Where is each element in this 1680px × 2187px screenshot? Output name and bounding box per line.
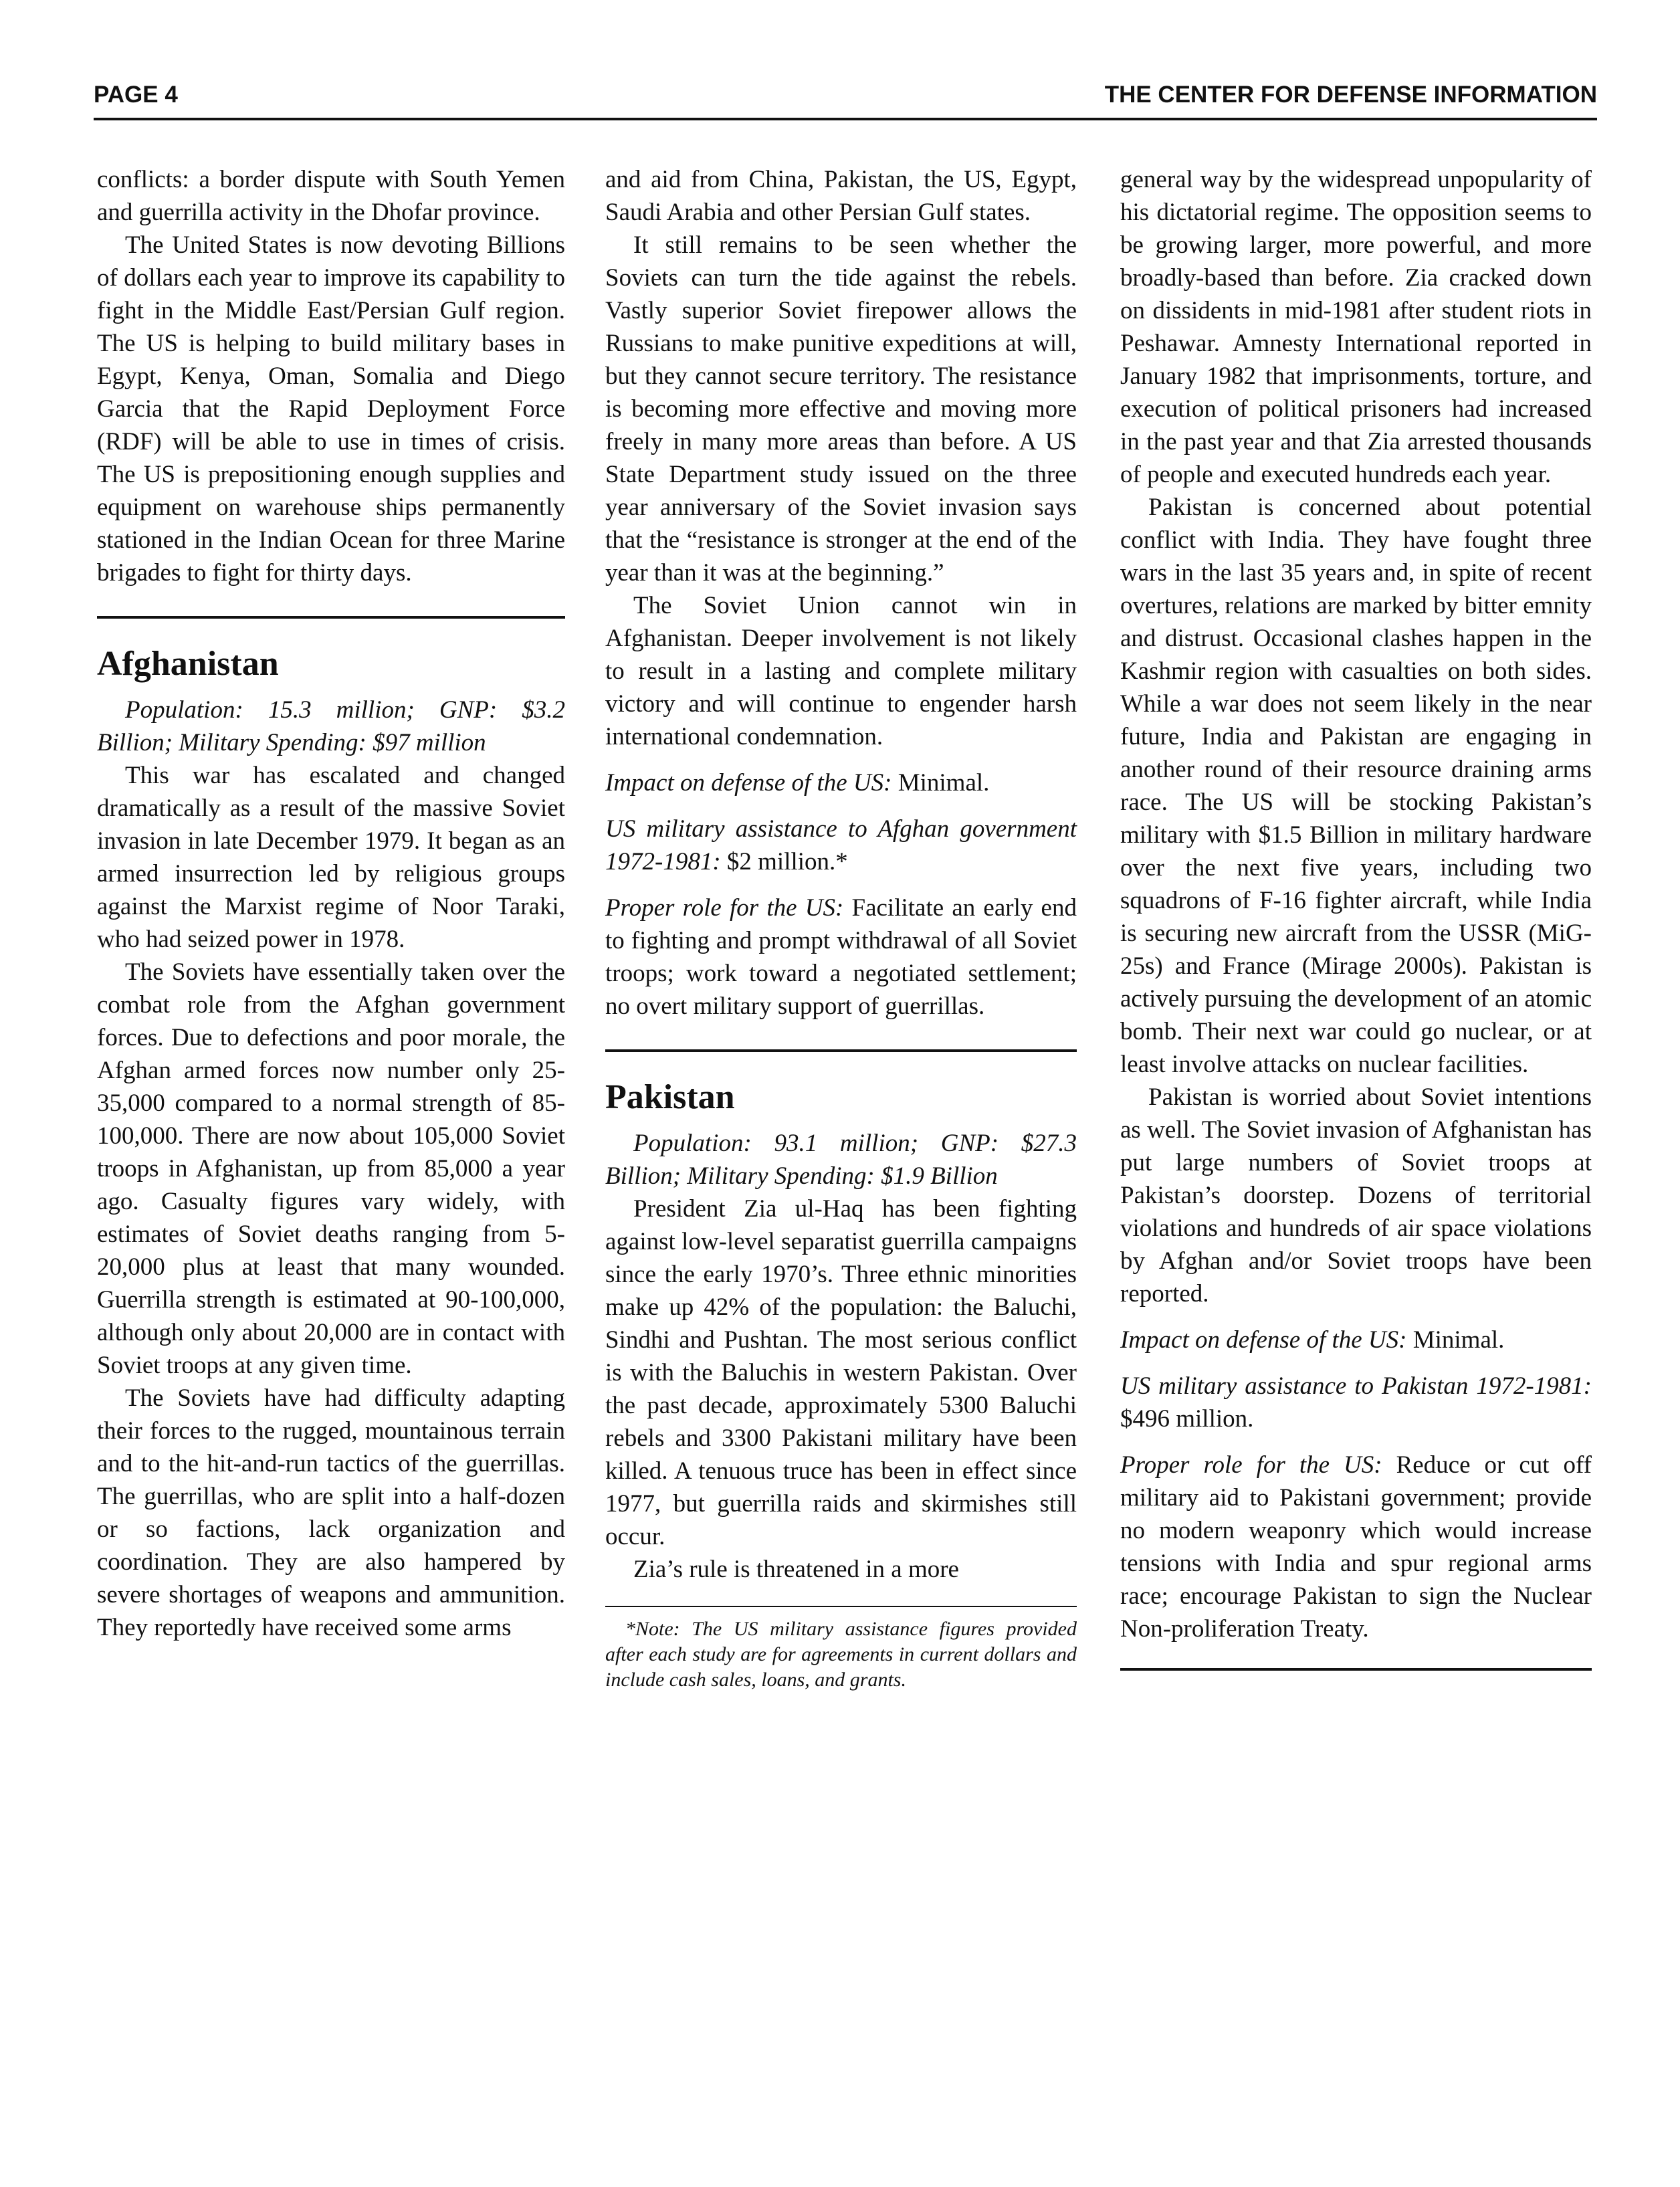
paragraph: Pakistan is concerned about potential conflict with India. They have fought three wars in the last 35 years and, in spite of recent overtures, relations are marked by bitter emnity and distrust. Occasional clashes happen in the Kashmir region with casualties on both sides. While a war does not seem likely in the near future, India and Pakistan are engaging in another round of their resource draining arms race. The US will be stocking Pakistan’s military with $1.5 Billion in military hardware over the next five years, including two squadrons of F-16 fighter aircraft, while India is securing new aircraft from the USSR (MiG-25s) and France (Mirage 2000s). Pakistan is actively pursuing the development of an atomic bomb. Their next war could go nuclear, or at least involve attacks on nuclear facilities. xyxy=(1120,494,1592,1078)
paragraph: and aid from China, Pakistan, the US, Egypt, Saudi Arabia and other Persian Gulf states. xyxy=(605,166,1077,226)
paragraph: Pakistan is worried about Soviet intentions as well. The Soviet invasion of Afghanistan has put large numbers of Soviet troops at Pakistan’s doorstep. Dozens of territorial violations and hundreds of air space violations by Afghan and/or Soviet troops have been reported. xyxy=(1120,1083,1592,1308)
paragraph: This war has escalated and changed dramatically as a result of the massive Soviet invasion in late December 1979. It began as an armed insurrection led by religious groups against the Marxist regime of Noor Taraki, who had seized power in 1978. xyxy=(97,762,565,953)
paragraph: The Soviets have had difficulty adapting their forces to the rugged, mountainous terrain and to the hit-and-run tactics of the guerrillas. The guerrillas, who are split into a half-dozen or so factions, lack organization and coordination. They are also hampered by severe shortages of weapons and ammunition. They reportedly have received some arms xyxy=(97,1384,565,1641)
assistance-label: US military assistance to Pakistan 1972-1981: xyxy=(1120,1372,1592,1400)
section-divider xyxy=(605,1049,1077,1052)
assistance-statement xyxy=(1120,1370,1592,1435)
column-2 xyxy=(605,163,1077,1693)
impact-statement xyxy=(605,766,1077,799)
assistance-value: $496 million. xyxy=(1120,1405,1254,1433)
role-label: Proper role for the US: xyxy=(1120,1451,1382,1479)
paragraph: Zia’s rule is threatened in a more xyxy=(633,1556,959,1583)
section-heading-afghanistan: Afghanistan xyxy=(97,645,279,683)
paragraph: conflicts: a border dispute with South Yemen and guerrilla activity in the Dhofar province. xyxy=(97,166,565,226)
footnote: *Note: The US military assistance figures provided after each study are for agreements in current dollars and include cash sales, loans, and grants. xyxy=(605,1606,1077,1693)
assistance-label: US military assistance to Afghan government 1972-1981: xyxy=(605,815,1077,875)
paragraph: The United States is now devoting Billions of dollars each year to improve its capability to fight in the Middle East/Persian Gulf region. The US is helping to build military bases in Egypt, Kenya, Oman, Somalia and Diego Garcia that the Rapid Deployment Force (RDF) will be able to use in times of crisis. The US is prepositioning enough supplies and equipment on warehouse ships permanently stationed in the Indian Ocean for three Marine brigades to fight for thirty days. xyxy=(97,231,565,587)
impact-label: Impact on defense of the US: xyxy=(1120,1326,1407,1354)
page-header xyxy=(94,79,1597,120)
column-1 xyxy=(97,163,565,1644)
role-value: Reduce or cut off military aid to Pakistani government; provide no modern weaponry which would increase tensions with India and spur regional arms race; encourage Pakistan to sign the Nuclear Non-proliferation Treaty. xyxy=(1120,1451,1592,1643)
paragraph: general way by the widespread unpopularity of his dictatorial regime. The opposition seems to be growing larger, more powerful, and more broadly-based than before. Zia cracked down on dissidents in mid-1981 after student riots in Peshawar. Amnesty International reported in January 1982 that imprisonments, torture, and execution of political prisoners had increased in the past year and that Zia arrested thousands of people and executed hundreds each year. xyxy=(1120,166,1592,488)
role-label: Proper role for the US: xyxy=(605,894,844,922)
impact-value: Minimal. xyxy=(1406,1326,1505,1354)
role-statement xyxy=(605,892,1077,1023)
impact-value: Minimal. xyxy=(891,769,990,797)
impact-label: Impact on defense of the US: xyxy=(605,769,892,797)
page-number: PAGE 4 xyxy=(94,82,178,108)
assistance-value: $2 million.* xyxy=(720,848,848,875)
publication-title: THE CENTER FOR DEFENSE INFORMATION xyxy=(1104,82,1597,108)
role-value: Facilitate an early end to fighting and prompt withdrawal of all Soviet troops; work toward a negotiated settlement; no overt military support of guerrillas. xyxy=(605,894,1077,1020)
role-statement xyxy=(1120,1449,1592,1645)
afghanistan-stats: Population: 15.3 million; GNP: $3.2 Billion; Military Spending: $97 million xyxy=(97,696,565,756)
section-heading-pakistan: Pakistan xyxy=(605,1078,735,1116)
assistance-statement xyxy=(605,813,1077,878)
pakistan-stats: Population: 93.1 million; GNP: $27.3 Billion; Military Spending: $1.9 Billion xyxy=(605,1130,1077,1190)
paragraph: It still remains to be seen whether the Soviets can turn the tide against the rebels. Vastly superior Soviet firepower allows the Russians to make punitive expeditions at will, but they cannot secure territory. The resistance is becoming more effective and moving more freely in many more areas than before. A US State Department study issued on the three year anniversary of the Soviet invasion says that the “resistance is stronger at the end of the year than it was at the beginning.” xyxy=(605,231,1077,587)
paragraph: The Soviets have essentially taken over the combat role from the Afghan government forces. Due to defections and poor morale, the Afghan armed forces now number only 25-35,000 compared to a normal strength of 85-100,000. There are now about 105,000 Soviet troops in Afghanistan, up from 85,000 a year ago. Casualty figures vary widely, with estimates of Soviet deaths ranging from 5-20,000 plus at least that many wounded. Guerrilla strength is estimated at 90-100,000, although only about 20,000 are in contact with Soviet troops at any given time. xyxy=(97,958,565,1379)
column-3 xyxy=(1120,163,1592,1671)
end-divider xyxy=(1120,1668,1592,1671)
paragraph: President Zia ul-Haq has been fighting against low-level separatist guerrilla campaigns since the early 1970’s. Three ethnic minorities make up 42% of the population: the Baluchi, Sindhi and Pushtan. The most serious conflict is with the Baluchis in western Pakistan. Over the past decade, approximately 5300 Baluchi rebels and 3300 Pakistani military have been killed. A tenuous truce has been in effect since 1977, but guerrilla raids and skirmishes still occur. xyxy=(605,1195,1077,1550)
impact-statement xyxy=(1120,1324,1592,1356)
paragraph: The Soviet Union cannot win in Afghanistan. Deeper involvement is not likely to result in a lasting and complete military victory and will continue to engender harsh international condemnation. xyxy=(605,592,1077,750)
section-divider xyxy=(97,616,565,619)
